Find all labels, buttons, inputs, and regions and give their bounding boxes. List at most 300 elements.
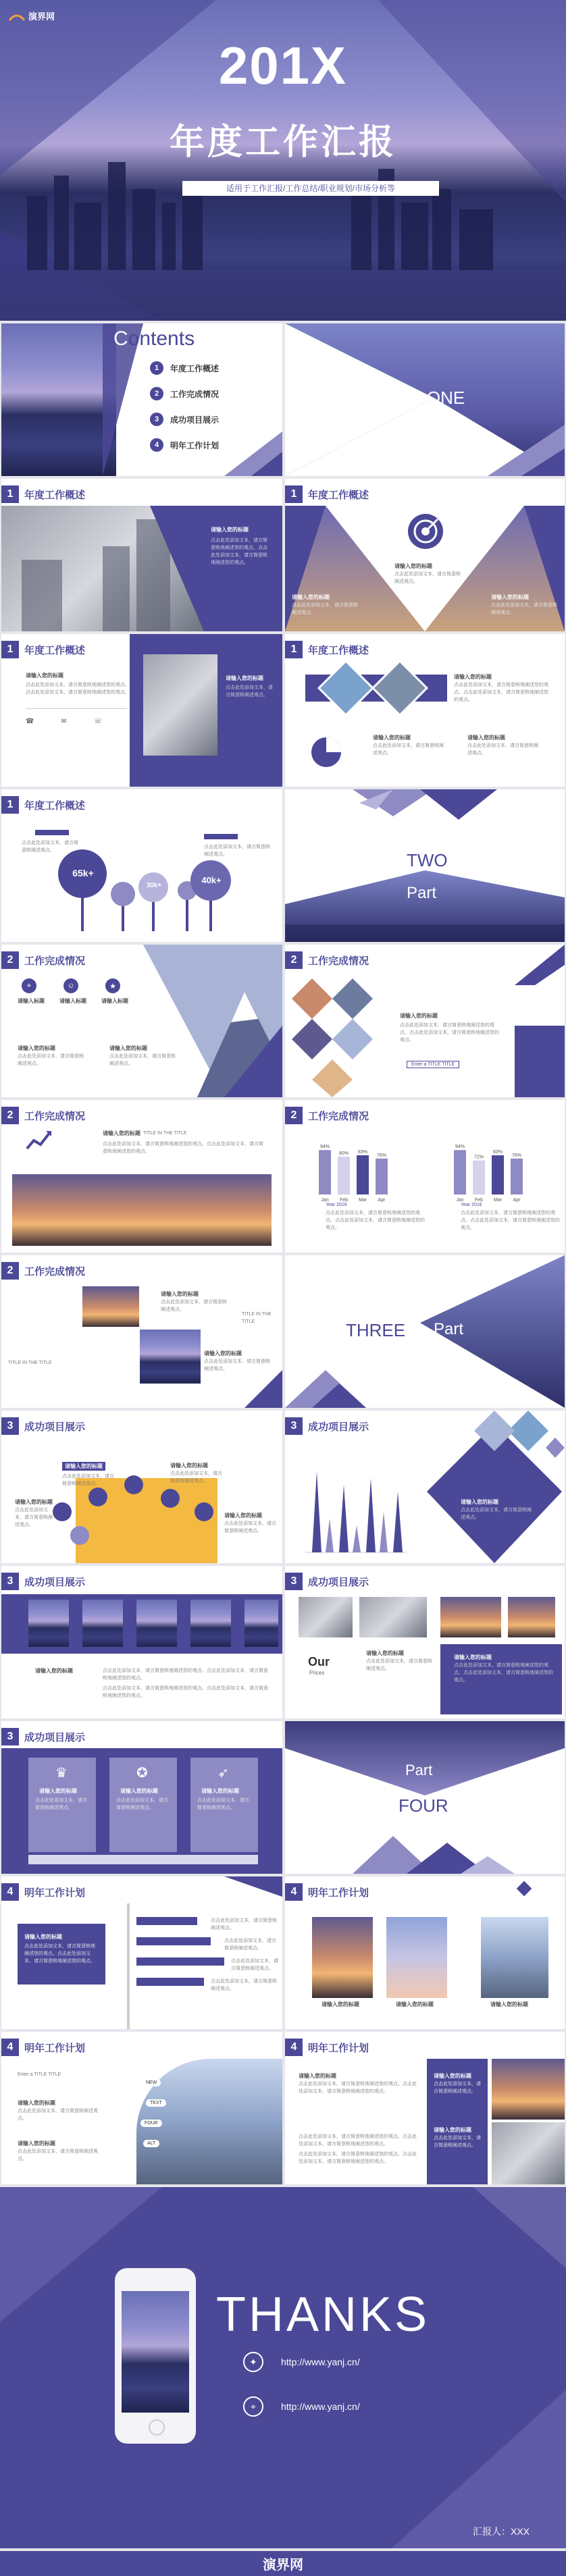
- body-text: 点击此处添加文本，请言简意赅阐述观点。: [292, 603, 358, 615]
- contents-num: 4: [150, 438, 163, 452]
- bar-month-label: Feb: [339, 1198, 349, 1203]
- body-text: 点击此处添加文本，请言简意赅阐述观点。: [491, 603, 557, 615]
- diamond-decoration: [517, 1881, 532, 1897]
- body-text: 点击此处添加文本，请言简意赅阐述观点。: [116, 1798, 168, 1810]
- part-number: THREE: [346, 1320, 406, 1340]
- heading: 请输入您的标题: [24, 1934, 62, 1940]
- project-slide-4: [285, 1566, 565, 1718]
- timeline-bar: [136, 1937, 211, 1945]
- body-text: 点击此处添加文本，请言简意赅地阐述您的观点。点击此处添加文本，请言简意赅地阐述您的观点。: [299, 2082, 417, 2094]
- body-text: 点击此处添加文本，请言简意赅阐述观点。: [18, 2149, 98, 2161]
- trophy-icon: ♛: [55, 1766, 68, 1781]
- section-header: [285, 2039, 369, 2056]
- cover-subtitle: 适用于工作汇报/工作总结/职业规划/市场分析等: [182, 181, 439, 196]
- section-title: 成功项目展示: [308, 1576, 369, 1588]
- body-text: 点击此处添加文本，请言简意赅阐述观点。: [366, 1659, 432, 1671]
- section-number: 4: [1, 1883, 19, 1901]
- url-link-1[interactable]: http://www.yanj.cn/: [281, 2357, 360, 2367]
- heading: 请输入您的标题: [18, 1045, 55, 1051]
- star-icon: ★: [105, 978, 120, 993]
- contents-item-2[interactable]: [150, 387, 219, 400]
- overview-slide-5: [1, 789, 282, 942]
- contents-title: [113, 327, 195, 350]
- bridge-photo: [312, 1917, 373, 1998]
- contents-num: 3: [150, 413, 163, 426]
- url-row-2: [243, 2396, 360, 2417]
- divider: [26, 708, 127, 709]
- corner-shape: [204, 1876, 282, 1903]
- part-three-slide: [285, 1255, 565, 1408]
- bridge-photo: [82, 1286, 139, 1327]
- timeline-bar: [136, 1957, 224, 1966]
- label-alt: ALT: [143, 2140, 159, 2147]
- section-number: 2: [1, 1107, 19, 1124]
- section-title: 年度工作概述: [24, 799, 86, 812]
- car-photo: [143, 654, 217, 756]
- section-header: [1, 1107, 85, 1124]
- part-word: Part: [390, 388, 422, 408]
- heading: 请输入您的标题: [103, 1130, 140, 1136]
- bar-value-label: 83%: [492, 1149, 503, 1155]
- overview-slide-3: [1, 634, 282, 787]
- section-header: [1, 485, 85, 503]
- thanks-title: THANKS: [216, 2288, 430, 2342]
- bar: [473, 1161, 485, 1194]
- heading: 请输入您的标题: [292, 594, 330, 600]
- body-text: 点击此处添加文本，请言简意赅地阐述您的观点。点击此处添加文本，请言简意赅地阐述您的观点。: [211, 538, 267, 565]
- award-footer: [28, 1855, 258, 1864]
- part-one-label: [390, 388, 465, 409]
- bubble-value-3: 40k+: [201, 875, 222, 885]
- body-text: 点击此处添加文本，请言简意赅阐述观点。: [109, 1054, 176, 1066]
- bar: [338, 1157, 350, 1194]
- url-link-2[interactable]: http://www.yanj.cn/: [281, 2401, 360, 2412]
- bar-month-label: Jan: [321, 1198, 329, 1203]
- heading: 请输入您的标题: [299, 2073, 336, 2079]
- gallery-photo: [28, 1600, 69, 1647]
- bar: [319, 1150, 331, 1194]
- heading: 请输入您的标题: [321, 2001, 359, 2007]
- label-four: FOUR: [140, 2120, 162, 2127]
- building-shapes: [1, 506, 282, 631]
- project-slide-2: [285, 1411, 565, 1563]
- part-number: ONE: [426, 388, 465, 408]
- body-text: 点击此处添加文本，请言简意赅地阐述您的观点。点击此处添加文本，请言简意赅地阐述您的观点。: [326, 1211, 425, 1230]
- body-text: 点击此处添加文本，请言简意赅阐述观点。: [224, 1939, 276, 1951]
- contents-slide: [1, 323, 282, 476]
- heading: 请输入您的标题: [15, 1499, 53, 1505]
- heading: 请输入您的标题: [211, 527, 249, 533]
- section-title: 工作完成情况: [308, 955, 369, 967]
- section-header: [1, 796, 85, 814]
- part-four-slide: [285, 1721, 565, 1874]
- growth-chart-icon: [26, 1128, 53, 1151]
- chart-year-1: Year 2016: [326, 1203, 347, 1207]
- heading: 请输入您的标题: [18, 2100, 55, 2106]
- part-word: Part: [407, 884, 437, 902]
- body-text: 点击此处添加文本，请言简意赅阐述观点。: [62, 1474, 114, 1486]
- title-text: TITLE IN THE TITLE: [8, 1361, 52, 1365]
- completion-slide-1: [1, 945, 282, 1097]
- our-subtitle: Prices: [309, 1670, 325, 1676]
- body-text: 点击此处添加文本，请言简意赅阐述观点。: [231, 1959, 278, 1971]
- body-text: 点击此处添加文本，请言简意赅阐述观点。: [434, 2082, 481, 2094]
- diamond-gallery: [285, 972, 386, 1097]
- bar-month-label: Apr: [513, 1198, 521, 1203]
- thanks-slide: [0, 2187, 566, 2548]
- section-title: 成功项目展示: [24, 1421, 86, 1433]
- heading: 请输入您的标题: [109, 1045, 147, 1051]
- bar: [511, 1159, 523, 1194]
- section-header: [285, 1417, 369, 1435]
- plan-slide-1: [1, 1876, 282, 2029]
- heading: 请输入标题: [59, 998, 86, 1004]
- completion-slide-4: [1, 1255, 282, 1408]
- section-number: 3: [1, 1728, 19, 1745]
- bar: [492, 1155, 504, 1194]
- body-text: 点击此处添加文本，请言简意赅地阐述您的观点。点击此处添加文本，请言简意赅地阐述您的观点。: [454, 1663, 553, 1683]
- body-text: 点击此处添加文本，请言简意赅阐述观点。: [373, 743, 444, 756]
- heading: 请输入您的标题: [120, 1788, 158, 1794]
- section-header: [285, 1107, 369, 1124]
- contents-label: 年度工作概述: [170, 363, 220, 373]
- body-text: 点击此处添加文本，请言简意赅地阐述您的观点。点击此处添加文本，请言简意赅地阐述您的观点。: [103, 1668, 268, 1681]
- section-header: [285, 641, 369, 658]
- bar-month-label: Mar: [493, 1198, 503, 1203]
- phone-mockup: [115, 2268, 196, 2444]
- body-text: 点击此处添加文本，请言简意赅地阐述您的观点。点击此处添加文本，请言简意赅地阐述您的观点。: [26, 683, 130, 695]
- corner-shape: [245, 1370, 282, 1408]
- bar-chart: [285, 1127, 565, 1253]
- body-text: 点击此处添加文本，请言简意赅阐述观点。: [22, 841, 78, 853]
- overview-slide-4: [285, 634, 565, 787]
- part-two-slide: [285, 789, 565, 942]
- section-title: 明年工作计划: [308, 1887, 369, 1899]
- icon-row: [22, 978, 120, 993]
- section-header: [1, 1417, 85, 1435]
- body-text: 点击此处添加文本，请言简意赅阐述观点。: [15, 1508, 53, 1527]
- mountain-photo: [481, 1917, 548, 1998]
- contents-num: 1: [150, 361, 163, 375]
- completion-chart-slide: [285, 1100, 565, 1253]
- tower-photo: [140, 1330, 201, 1384]
- office-photo: [359, 1597, 427, 1637]
- body-text: 点击此处添加文本，请言简意赅阐述观点。: [226, 685, 273, 698]
- plan-slide-3: [1, 2032, 282, 2184]
- body-text: 点击此处添加文本，请言简意赅阐述观点。: [161, 1300, 227, 1312]
- body-text: 点击此处添加文本，请言简意赅阐述观点。: [467, 743, 538, 756]
- cover-year: 201X: [218, 36, 348, 95]
- section-title: 工作完成情况: [24, 955, 86, 967]
- completion-slide-2: [285, 945, 565, 1097]
- url-row-1: [243, 2352, 360, 2372]
- label-bar: [35, 830, 69, 835]
- section-header: [1, 641, 85, 658]
- section-title: 年度工作概述: [24, 644, 86, 656]
- part-number: FOUR: [398, 1795, 448, 1816]
- section-number: 1: [1, 641, 19, 658]
- diamond-mosaic: [427, 1411, 565, 1563]
- laptop-photo: [440, 1597, 501, 1637]
- bar-value-label: 94%: [455, 1145, 465, 1150]
- title-button[interactable]: Enter a TITLE TITLE: [407, 1061, 459, 1068]
- icon-row: [26, 718, 102, 725]
- section-header: [285, 1883, 369, 1901]
- location-icon: ⌖: [243, 2396, 263, 2417]
- bar: [376, 1159, 388, 1194]
- body-text: 点击此处添加文本，请言简意赅阐述观点。: [197, 1798, 249, 1810]
- contents-label: 工作完成情况: [170, 389, 220, 399]
- sky-photo: [386, 1917, 447, 1998]
- heading: 请输入您的标题: [161, 1291, 199, 1297]
- body-text: 点击此处添加文本，请言简意赅阐述观点。: [211, 1918, 277, 1930]
- reporter: 汇报人：XXX: [473, 2526, 530, 2537]
- meeting-photo: [492, 2122, 565, 2184]
- title-text: TITLE IN THE TITLE: [143, 1131, 187, 1136]
- body-text: 点击此处添加文本，请言简意赅阐述观点。: [461, 1508, 532, 1520]
- contents-item-4[interactable]: [150, 438, 219, 452]
- part-word: Part: [405, 1762, 433, 1779]
- overview-slide-2: [285, 479, 565, 631]
- heading: 请输入您的标题: [400, 1013, 438, 1019]
- bar-value-label: 76%: [376, 1153, 387, 1158]
- logo: [8, 9, 55, 22]
- body-text: 点击此处添加文本，请言简意赅阐述观点。: [18, 2109, 98, 2121]
- contents-num: 2: [150, 387, 163, 400]
- heading: 请输入您的标题: [467, 735, 505, 741]
- section-header: [1, 1573, 85, 1590]
- body-text: 点击此处添加文本，请言简意赅地阐述您的观点。点击此处添加文本，请言简意赅地阐述您的观点。: [103, 1142, 263, 1154]
- section-number: 3: [1, 1417, 19, 1435]
- label-new: NEW: [142, 2079, 161, 2086]
- section-number: 1: [285, 641, 303, 658]
- side-panel: [515, 1026, 565, 1097]
- title-text: TITLE IN THE TITLE: [242, 1312, 272, 1324]
- section-title: 工作完成情况: [24, 1265, 86, 1278]
- section-title: 年度工作概述: [24, 489, 86, 501]
- section-title: 成功项目展示: [24, 1731, 86, 1743]
- timeline-bar: [136, 1978, 204, 1986]
- chat-icon: ☏: [93, 718, 103, 725]
- body-text: 点击此处添加文本，请言简意赅阐述观点。: [18, 1054, 84, 1066]
- heading: 请输入您的标题: [461, 1499, 498, 1505]
- phone-icon: ☎: [26, 718, 34, 725]
- interior-photo: [492, 2059, 565, 2120]
- contents-list: [150, 361, 219, 452]
- body-text: 点击此处添加文本，请言简意赅地阐述您的观点。点击此处添加文本，请言简意赅地阐述您的观点。: [299, 2152, 417, 2164]
- heading: 请输入您的标题: [396, 2001, 434, 2007]
- heading: 请输入您的标题: [491, 594, 529, 600]
- logo-icon: [8, 11, 26, 22]
- heading: 请输入您的标题: [26, 673, 63, 679]
- section-number: 2: [1, 951, 19, 969]
- part-one-slide: [285, 323, 565, 476]
- body-text: 点击此处添加文本，请言简意赅阐述观点。: [434, 2136, 481, 2148]
- gallery-photo: [245, 1600, 278, 1647]
- contents-label: 成功项目展示: [170, 415, 220, 425]
- body-text: 点击此处添加文本，请言简意赅地阐述您的观点。点击此处添加文本，请言简意赅地阐述您的观点。: [454, 683, 548, 702]
- section-number: 4: [285, 1883, 303, 1901]
- body-text: 点击此处添加文本，请言简意赅地阐述您的观点。点击此处添加文本，请言简意赅地阐述您的观点。: [103, 1686, 268, 1698]
- heading: 请输入您的标题: [454, 674, 492, 680]
- bar: [454, 1150, 466, 1194]
- section-number: 2: [285, 1107, 303, 1124]
- heading: 请输入标题: [18, 998, 45, 1004]
- completion-slide-3: [1, 1100, 282, 1253]
- people-photo: [299, 1597, 353, 1637]
- section-number: 3: [1, 1573, 19, 1590]
- part-three-graphic: [285, 1255, 565, 1408]
- body-text: 点击此处添加文本，请言简意赅阐述观点。: [224, 1521, 276, 1533]
- heading: 请输入您的标题: [366, 1650, 404, 1656]
- corner-shape: [488, 945, 565, 985]
- bubble-value-2: 30k+: [146, 882, 162, 889]
- plan-slide-2: [285, 1876, 565, 2029]
- section-header: [1, 2039, 85, 2056]
- bar-value-label: 83%: [357, 1149, 368, 1155]
- section-number: 3: [285, 1417, 303, 1435]
- part-number: TWO: [407, 850, 448, 870]
- heading: 请输入您的标题: [434, 2073, 471, 2079]
- section-title: 年度工作概述: [308, 489, 369, 501]
- plan-slide-4: [285, 2032, 565, 2184]
- bubble-value-1: 65k+: [72, 868, 94, 878]
- cover-title: 年度工作汇报: [169, 123, 396, 162]
- section-header: [1, 1883, 85, 1901]
- body-text: 点击此处添加文本，请言简意赅阐述观点。: [204, 845, 270, 857]
- body-text: 点击此处添加文本，请言简意赅阐述观点。: [204, 1359, 270, 1371]
- heading: 请输入您的标题: [490, 2001, 528, 2007]
- section-header: [1, 951, 85, 969]
- bar-month-label: Mar: [358, 1198, 367, 1203]
- heading: 请输入您的标题: [373, 735, 411, 741]
- section-number: 1: [1, 796, 19, 814]
- heading: 请输入您的标题: [454, 1654, 492, 1660]
- bar-value-label: 76%: [511, 1153, 522, 1158]
- heading: 请输入您的标题: [62, 1462, 105, 1471]
- project-slide-5: [1, 1721, 282, 1874]
- heading: 请输入您的标题: [39, 1788, 77, 1794]
- timeline-line: [127, 1903, 130, 2029]
- section-number: 4: [285, 2039, 303, 2056]
- chart-year-2: Year 2016: [461, 1203, 482, 1207]
- section-number: 2: [285, 951, 303, 969]
- desk-photo: [508, 1597, 555, 1637]
- user-icon: ☺: [63, 978, 78, 993]
- section-title: 工作完成情况: [308, 1110, 369, 1122]
- mail-icon: ✉: [61, 718, 67, 725]
- pie-icon: [309, 735, 343, 769]
- heading: 请输入您的标题: [434, 2127, 471, 2133]
- bar-month-label: Apr: [378, 1198, 386, 1203]
- contents-item-3[interactable]: [150, 413, 219, 426]
- contents-title-c: C: [113, 327, 128, 350]
- footer: [0, 2551, 566, 2576]
- gallery-photo: [190, 1600, 231, 1647]
- section-header: [285, 485, 369, 503]
- body-text: 点击此处添加文本，请言简意赅地阐述您的观点。点击此处添加文本，请言简意赅地阐述您的观点。: [24, 1944, 95, 1964]
- contents-title-rest: ontents: [128, 327, 195, 350]
- part-word: Part: [434, 1320, 464, 1338]
- section-header: [1, 1728, 85, 1745]
- location-icon: ⌖: [22, 978, 36, 993]
- gallery-photo: [136, 1600, 177, 1647]
- medal-icon: ✪: [136, 1766, 148, 1781]
- bar: [357, 1155, 369, 1194]
- body-text: 点击此处添加文本，请言简意赅阐述观点。: [35, 1798, 87, 1810]
- heading: 请输入标题: [101, 998, 128, 1004]
- gallery-photo: [82, 1600, 123, 1647]
- section-title: 明年工作计划: [308, 2042, 369, 2054]
- heading: 请输入您的标题: [201, 1788, 239, 1794]
- heading: 请输入您的标题: [18, 2140, 55, 2147]
- body-text: 点击此处添加文本，请言简意赅地阐述您的观点。点击此处添加文本，请言简意赅地阐述您的观点。: [400, 1023, 499, 1043]
- rocket-icon: ➶: [217, 1766, 229, 1781]
- body-text: 点击此处添加文本，请言简意赅阐述观点。: [211, 1979, 277, 1991]
- timeline-bar: [136, 1917, 197, 1925]
- label-bar: [204, 834, 238, 839]
- section-number: 4: [1, 2039, 19, 2056]
- section-title: 明年工作计划: [24, 1887, 86, 1899]
- mountain-graphic: [143, 945, 282, 1097]
- bar-value-label: 80%: [338, 1151, 349, 1156]
- diamond-photos: [312, 661, 447, 715]
- bar-month-label: Jan: [456, 1198, 464, 1203]
- section-title: 成功项目展示: [308, 1421, 369, 1433]
- heading: 请输入您的标题: [226, 675, 263, 681]
- section-title: 成功项目展示: [24, 1576, 86, 1588]
- section-title: 年度工作概述: [308, 644, 369, 656]
- target-icon: [407, 512, 444, 550]
- heading: 请输入您的标题: [170, 1463, 208, 1469]
- bar-month-label: Feb: [474, 1198, 484, 1203]
- section-title: 明年工作计划: [24, 2042, 86, 2054]
- contents-label: 明年工作计划: [170, 440, 220, 450]
- section-number: 1: [285, 485, 303, 503]
- section-header: [285, 951, 369, 969]
- twitter-icon: ✦: [243, 2352, 263, 2372]
- sunset-photo: [12, 1174, 272, 1246]
- body-text: 点击此处添加文本，请言简意赅地阐述您的观点。点击此处添加文本，请言简意赅地阐述您的观点。: [299, 2134, 417, 2147]
- heading: 请输入您的标题: [35, 1668, 73, 1674]
- heading: 请输入您的标题: [224, 1513, 262, 1519]
- section-header: [285, 1573, 369, 1590]
- label-text: TEXT: [146, 2099, 166, 2107]
- section-number: 3: [285, 1573, 303, 1590]
- footer-brand: 演界网: [263, 2558, 303, 2573]
- cover-slide: [0, 0, 566, 321]
- heading: 请输入您的标题: [394, 563, 432, 569]
- bar-value-label: 94%: [319, 1145, 330, 1150]
- logo-text: 演界网: [28, 11, 55, 22]
- project-slide-3: [1, 1566, 282, 1718]
- section-header: [1, 1262, 85, 1280]
- overview-slide-1: [1, 479, 282, 631]
- bar-value-label: 72%: [473, 1155, 484, 1160]
- contents-item-1[interactable]: [150, 361, 219, 375]
- section-number: 2: [1, 1262, 19, 1280]
- spike-chart: [299, 1444, 413, 1559]
- body-text: 点击此处添加文本，请言简意赅阐述观点。: [394, 572, 461, 584]
- phone-screen: [122, 2291, 189, 2413]
- body-text: 点击此处添加文本，请言简意赅阐述观点。: [170, 1471, 222, 1483]
- body-text: 点击此处添加文本，请言简意赅地阐述您的观点。点击此处添加文本，请言简意赅地阐述您的观点。: [461, 1211, 560, 1230]
- home-button[interactable]: [149, 2419, 165, 2436]
- heading: 请输入您的标题: [204, 1350, 242, 1357]
- our-title: Our: [308, 1655, 330, 1668]
- section-number: 1: [1, 485, 19, 503]
- section-title: 工作完成情况: [24, 1110, 86, 1122]
